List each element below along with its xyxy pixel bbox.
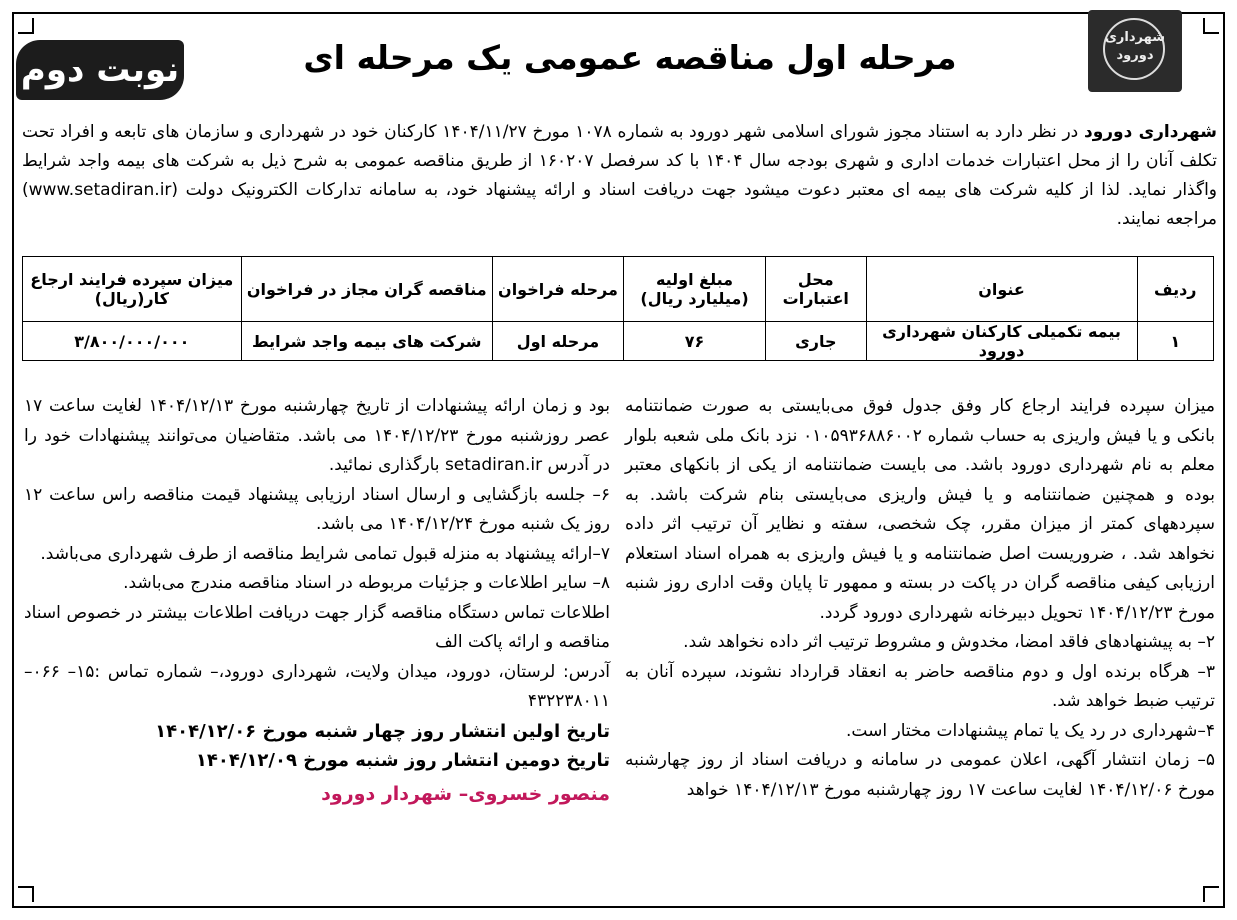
mayor-signature: منصور خسروی– شهردار دورود [321, 782, 610, 805]
cell-row-number: ۱ [1137, 322, 1213, 361]
header-deposit-amount: میزان سپرده فرایند ارجاع کار(ریال) [23, 257, 242, 322]
first-publication-date: تاریخ اولین انتشار روز چهار شنبه مورخ ۱۴۰۴/۱۲/۰۶ [155, 720, 610, 742]
clause-4: ۴–شهرداری در رد یک یا تمام پیشنهادات مختار است. [846, 720, 1215, 741]
header-initial-amount: مبلغ اولیه (میلیارد ریال) [624, 257, 766, 322]
corner-ornament [1203, 18, 1219, 34]
table-header-row [23, 257, 1214, 322]
second-publication-date: تاریخ دومین انتشار روز شنبه مورخ ۱۴۰۴/۱۲/۰۹ [195, 750, 610, 771]
cell-call-stage: مرحله اول [492, 322, 623, 361]
corner-ornament [18, 886, 34, 902]
corner-ornament [18, 18, 34, 34]
header-title: عنوان [866, 257, 1137, 322]
clause-6: ۶– جلسه بازگشایی و ارسال اسناد ارزیابی پیشنهاد قیمت مناقصه راس ساعت ۱۲ روز یک شنبه مورخ ۱۴۰۴/۱۲/۲۴ می باشد. [24, 484, 610, 534]
tender-table [22, 256, 1214, 361]
intro-text: در نظر دارد به استناد مجوز شورای اسلامی شهر دورود به شماره ۱۰۷۸ مورخ ۱۴۰۴/۱۱/۲۷ کارکنان خود در شهرداری و سازمان های تابعه و افراد تحت تکلف آنان را از محل اعتبارات خدمات اداری و شهری بودجه سال ۱۴۰۴ با کد سرفصل ۱۶۰۲۰۷ از طریق مناقصه عمومی به شرح ذیل به شرکت های بیمه واجد شرایط واگذار نماید. لذا از کلیه شرکت های بیمه ای معتبر دعوت میشود جهت دریافت اسناد و ارائه پیشنهاد خود، به سامانه تدارکات الکترونیک دولت (www.setadiran.ir) مراجعه نمایند. [22, 122, 1217, 229]
logo-text-line1: شهرداری [1105, 30, 1165, 45]
clause-7: ۷–ارائه پیشنهاد به منزله قبول تمامی شرایط مناقصه از طرف شهرداری می‌باشد. [40, 543, 610, 564]
right-column [625, 392, 1215, 805]
municipality-logo [1088, 10, 1182, 92]
cell-deposit-amount: ۳/۸۰۰/۰۰۰/۰۰۰ [23, 322, 242, 361]
cell-initial-amount: ۷۶ [624, 322, 766, 361]
clause-5: ۵– زمان انتشار آگهی، اعلان عمومی در سامانه و دریافت اسناد از روز چهارشنبه مورخ ۱۴۰۴/۱۲/۰۶ لغایت ساعت ۱۷ روز چهارشنبه مورخ ۱۴۰۴/۱۲/۱۳ خواهد [625, 750, 1215, 800]
cell-eligible-bidders: شرکت های بیمه واجد شرایط [241, 322, 492, 361]
left-column [24, 392, 610, 809]
header-row-number: ردیف [1137, 257, 1213, 322]
intro-paragraph [22, 118, 1217, 234]
cell-title: بیمه تکمیلی کارکنان شهرداری دورود [866, 322, 1137, 361]
header-eligible-bidders: مناقصه گران مجاز در فراخوان [241, 257, 492, 322]
header-budget-source: محل اعتبارات [766, 257, 867, 322]
clause-5-continued: بود و زمان ارائه پیشنهادات از تاریخ چهارشنبه مورخ ۱۴۰۴/۱۲/۱۳ لغایت ساعت ۱۷ عصر روزشنبه مورخ ۱۴۰۴/۱۲/۲۳ می باشد. متقاضیان می‌توانند پیشنهادات خود را در آدرس setadiran.ir بارگذاری نمائید. [24, 396, 611, 475]
cell-budget-source: جاری [766, 322, 867, 361]
clause-3: ۳– هرگاه برنده اول و دوم مناقصه حاضر به انعقاد قرارداد نشوند، سپرده آنان به ترتیب ضبط خواهد شد. [625, 661, 1215, 711]
deposit-paragraph: میزان سپرده فرایند ارجاع کار وفق جدول فوق می‌بایستی به صورت ضمانتنامه بانکی و یا فیش واریزی به حساب شماره ۰۱۰۵۹۳۶۸۸۶۰۰۲ نزد بانک ملی شعبه بلوار معلم به نام شهرداری دورود باشد. می بایست ضمانتنامه از یکی از بانکهای معتبر بوده و همچنین ضمانتنامه و یا فیش واریزی می‌بایستی بنام شرکت باشد. به سپردههای کمتر از میزان مقرر، چک شخصی، سفته و نظایر آن ترتیب اثر داده نخواهد شد. ، ضروریست اصل ضمانتنامه و یا فیش واریزی به همراه اسناد استعلام ارزیابی کیفی مناقصه گران در پاکت در بسته و ممهور تا پایان وقت اداری روز شنبه مورخ ۱۴۰۴/۱۲/۲۳ تحویل دبیرخانه شهرداری دورود گردد. [625, 396, 1215, 623]
clause-2: ۲– به پیشنهادهای فاقد امضا، مخدوش و مشروط ترتیب اثر داده نخواهد شد. [683, 632, 1215, 652]
logo-text-line2: دورود [1116, 48, 1154, 63]
page-title: مرحله اول مناقصه عمومی یک مرحله ای [303, 38, 957, 77]
header-call-stage: مرحله فراخوان [492, 257, 623, 322]
clause-8: ۸– سایر اطلاعات و جزئیات مربوطه در اسناد مناقصه مندرج می‌باشد. [123, 573, 610, 593]
round-badge: نوبت دوم [16, 40, 184, 100]
corner-ornament [1203, 886, 1219, 902]
table-row [23, 322, 1214, 361]
contact-info: اطلاعات تماس دستگاه مناقصه گزار جهت دریافت اطلاعات بیشتر در خصوص اسناد مناقصه و ارائه پاکت الف [24, 602, 610, 652]
address: آدرس: لرستان، دورود، میدان ولایت، شهرداری دورود،– شماره تماس :۱۵– ۰۶۶–۴۳۲۲۳۸۰۱۱ [24, 661, 610, 711]
intro-org: شهرداری دورود [1083, 122, 1217, 142]
